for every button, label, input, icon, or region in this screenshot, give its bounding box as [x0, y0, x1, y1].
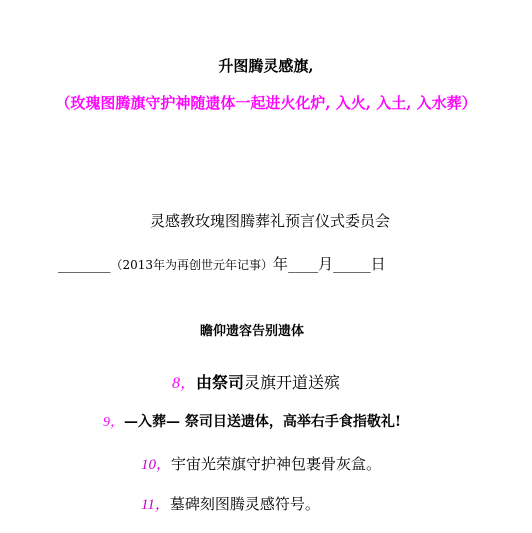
date-blank-month: _____: [333, 255, 371, 273]
heading: 升图腾灵感旗,: [218, 57, 314, 75]
item-text: 灵旗开道送殡: [244, 373, 341, 392]
year-label: 年: [273, 255, 289, 273]
list-item: [141, 457, 381, 473]
item-number: 10，: [141, 457, 172, 473]
item-number: 9，: [103, 415, 124, 430]
item-number: 8，: [172, 375, 197, 392]
day-label: 日: [370, 255, 386, 273]
era-note: （2013年为再创世元年记事）: [110, 258, 274, 272]
section-title: 瞻仰遗容告别遗体: [200, 324, 305, 339]
list-item: [172, 375, 340, 392]
committee-title: 灵感教玫瑰图腾葬礼预言仪式委员会: [150, 212, 391, 230]
item-text: 宇宙光荣旗守护神包裹骨灰盒。: [171, 455, 382, 473]
month-label: 月: [318, 255, 334, 273]
item-text: 墓碑刻图腾灵感符号。: [169, 495, 320, 513]
item-text: —入葬— 祭司目送遗体，高举右手食指敬礼!: [124, 414, 402, 430]
item-number: 11，: [141, 497, 170, 513]
list-item: [103, 415, 401, 430]
date-line: [58, 257, 386, 272]
list-item: [141, 497, 320, 513]
date-blank-year: ____: [288, 255, 319, 273]
cremation-note: （玫瑰图腾旗守护神随遗体一起进火化炉, 入火, 入土, 入水葬）: [55, 94, 477, 112]
date-blank-era: _______: [58, 255, 111, 273]
item-lead: 由祭司: [196, 375, 245, 392]
